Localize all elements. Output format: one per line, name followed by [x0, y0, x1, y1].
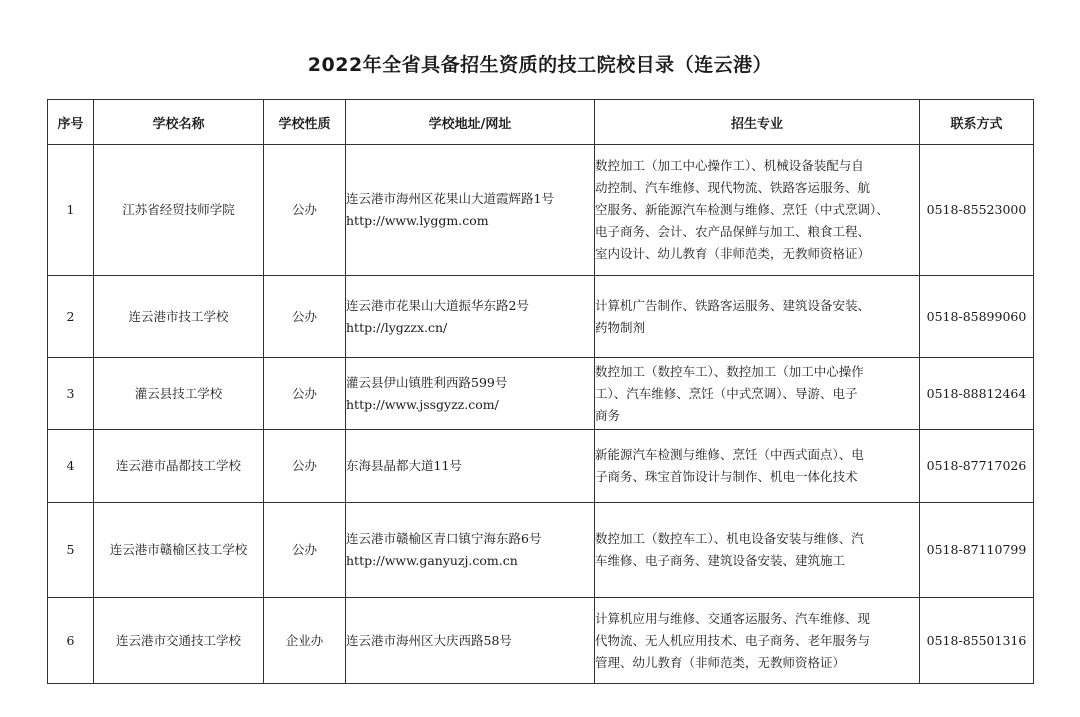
- majors-cell: [595, 430, 920, 503]
- major-line: 数控加工（数控车工）、数控加工（加工中心操作: [595, 363, 864, 379]
- major-line: 管理、幼儿教育（非师范类，无教师资格证）: [595, 654, 846, 670]
- majors-cell: [595, 358, 920, 430]
- school-type: 公办: [264, 145, 346, 276]
- school-type: 公办: [264, 430, 346, 503]
- table-header-row: [48, 100, 1034, 145]
- row-no: 6: [48, 598, 94, 684]
- contact-phone: 0518-85523000: [920, 145, 1034, 276]
- major-line: 数控加工（数控车工）、机电设备安装与维修、汽: [595, 531, 864, 546]
- major-line: 计算机应用与维修、交通客运服务、汽车维修、现: [595, 610, 871, 626]
- major-line: 药物制剂: [595, 319, 646, 335]
- school-type: 公办: [264, 503, 346, 598]
- contact-phone: 0518-85899060: [920, 276, 1034, 358]
- school-address: 连云港市赣榆区青口镇宁海东路6号: [346, 531, 542, 546]
- page-title: 2022年全省具备招生资质的技工院校目录（连云港）: [307, 54, 773, 76]
- school-name: 连云港市技工学校: [94, 276, 264, 358]
- header-school-name: 学校名称: [94, 100, 264, 145]
- row-no: 5: [48, 503, 94, 598]
- school-url[interactable]: http://lygzzx.cn/: [346, 319, 448, 335]
- school-address: 灌云县伊山镇胜利西路599号: [346, 374, 508, 390]
- school-type: 公办: [264, 358, 346, 430]
- school-address: 东海县晶都大道11号: [346, 458, 462, 473]
- header-no: 序号: [48, 100, 94, 145]
- majors-cell: [595, 503, 920, 598]
- school-address-cell: [346, 503, 595, 598]
- school-url[interactable]: http://www.jssgyzz.com/: [346, 396, 499, 412]
- major-line: 代物流、无人机应用技术、电子商务、老年服务与: [595, 632, 871, 648]
- school-type: 企业办: [264, 598, 346, 684]
- school-url[interactable]: http://www.lyggm.com: [346, 213, 489, 228]
- major-line: 室内设计、幼儿教育（非师范类，无教师资格证）: [595, 246, 871, 261]
- contact-phone: 0518-87717026: [920, 430, 1034, 503]
- major-line: 工）、汽车维修、烹饪（中式烹调）、导游、电子: [595, 385, 858, 401]
- majors-cell: [595, 276, 920, 358]
- row-no: 3: [48, 358, 94, 430]
- school-address-cell: [346, 145, 595, 276]
- header-majors: 招生专业: [595, 100, 920, 145]
- major-line: 车维修、电子商务、建筑设备安装、建筑施工: [595, 553, 846, 568]
- major-line: 新能源汽车检测与维修、烹饪（中西式面点）、电: [595, 447, 864, 462]
- row-no: 2: [48, 276, 94, 358]
- major-line: 数控加工（加工中心操作工）、机械设备装配与自: [595, 158, 864, 173]
- school-address: 连云港市海州区花果山大道霞辉路1号: [346, 191, 554, 206]
- major-line: 空服务、新能源汽车检测与维修、烹饪（中式烹调）、: [595, 202, 889, 217]
- school-type: 公办: [264, 276, 346, 358]
- major-line: 动控制、汽车维修、现代物流、铁路客运服务、航: [595, 180, 871, 195]
- school-name: 灌云县技工学校: [94, 358, 264, 430]
- majors-cell: [595, 598, 920, 684]
- school-catalog-table: [47, 99, 1034, 684]
- major-line: 电子商务、会计、农产品保鲜与加工、粮食工程、: [595, 224, 871, 239]
- majors-cell: [595, 145, 920, 276]
- school-address-cell: [346, 598, 595, 684]
- school-name: 江苏省经贸技师学院: [94, 145, 264, 276]
- table-row: [48, 358, 1034, 430]
- major-line: 子商务、珠宝首饰设计与制作、机电一体化技术: [595, 469, 858, 484]
- school-name: 连云港市赣榆区技工学校: [94, 503, 264, 598]
- school-name: 连云港市交通技工学校: [94, 598, 264, 684]
- school-name: 连云港市晶都技工学校: [94, 430, 264, 503]
- header-address-url: 学校地址/网址: [346, 100, 595, 145]
- header-school-type: 学校性质: [264, 100, 346, 145]
- table-row: [48, 145, 1034, 276]
- header-contact: 联系方式: [920, 100, 1034, 145]
- school-address: 连云港市花果山大道振华东路2号: [346, 297, 529, 313]
- table-row: [48, 598, 1034, 684]
- school-address-cell: [346, 358, 595, 430]
- contact-phone: 0518-88812464: [920, 358, 1034, 430]
- contact-phone: 0518-85501316: [920, 598, 1034, 684]
- table-row: [48, 276, 1034, 358]
- school-url[interactable]: http://www.ganyuzj.com.cn: [346, 553, 518, 568]
- contact-phone: 0518-87110799: [920, 503, 1034, 598]
- school-address-cell: [346, 430, 595, 503]
- school-address-cell: [346, 276, 595, 358]
- row-no: 1: [48, 145, 94, 276]
- table-row: [48, 430, 1034, 503]
- school-address: 连云港市海州区大庆西路58号: [346, 632, 512, 648]
- major-line: 计算机广告制作、铁路客运服务、建筑设备安装、: [595, 297, 871, 313]
- table-row: [48, 503, 1034, 598]
- major-line: 商务: [595, 407, 621, 423]
- row-no: 4: [48, 430, 94, 503]
